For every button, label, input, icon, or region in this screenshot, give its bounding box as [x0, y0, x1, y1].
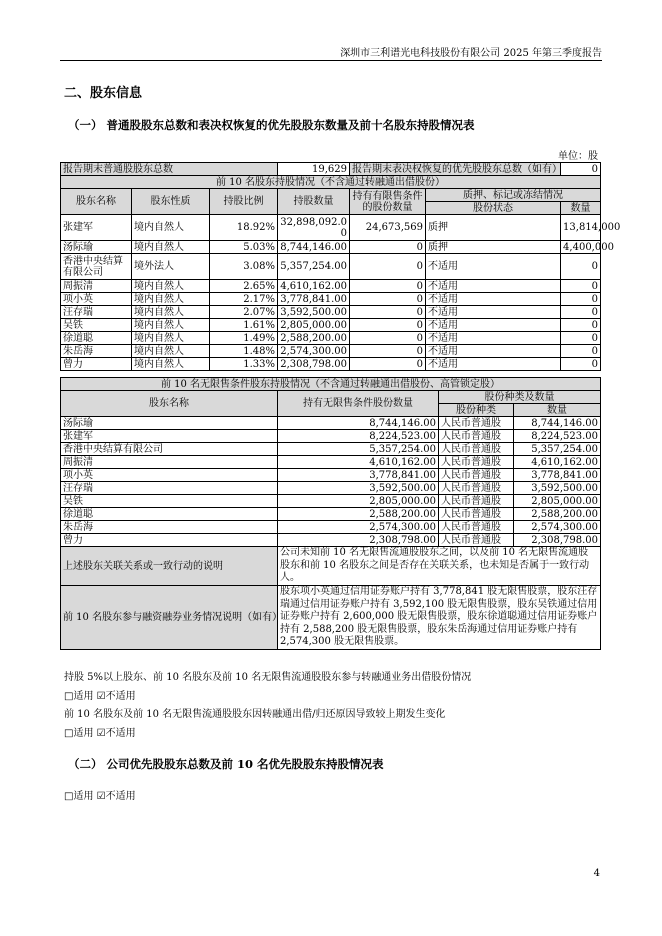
shareholder-name: 汤际瑜	[61, 241, 132, 254]
u-share-type: 人民币普通股	[439, 417, 514, 430]
table-row	[61, 430, 601, 443]
u-unrestricted-qty: 4,610,162.00	[278, 456, 439, 469]
u-share-count: 2,588,200.00	[514, 508, 601, 521]
unit-label: 单位：股	[558, 151, 598, 162]
change-choice	[64, 724, 136, 739]
holding-ratio: 2.17%	[210, 293, 278, 306]
pledge-qty: 13,814,000	[561, 215, 601, 241]
restricted-qty: 0	[350, 332, 426, 345]
pledge-status: 质押	[426, 241, 561, 254]
shareholder-nature: 境内自然人	[132, 332, 210, 345]
not-applicable-checkbox[interactable]: ☑不适用	[96, 691, 136, 702]
u-unrestricted-qty: 8,224,523.00	[278, 430, 439, 443]
u-share-type: 人民币普通股	[439, 482, 514, 495]
common-holders-label: 报告期末普通股股东总数	[61, 163, 278, 176]
col-nature: 股东性质	[132, 189, 210, 215]
pledge-status: 不适用	[426, 345, 561, 358]
table-row	[61, 469, 601, 482]
table-row	[61, 241, 601, 254]
holding-qty: 2,308,798.00	[278, 358, 350, 371]
shareholder-name: 周振清	[61, 280, 132, 293]
table-row	[61, 280, 601, 293]
restricted-qty: 0	[350, 319, 426, 332]
pledge-qty: 0	[561, 332, 601, 345]
u-share-count: 3,778,841.00	[514, 469, 601, 482]
table-row	[61, 456, 601, 469]
shareholder-name: 汪存瑞	[61, 306, 132, 319]
u-unrestricted-qty: 2,588,200.00	[278, 508, 439, 521]
pledge-status: 不适用	[426, 306, 561, 319]
u-share-count: 4,610,162.00	[514, 456, 601, 469]
restricted-qty: 0	[350, 241, 426, 254]
u-share-type: 人民币普通股	[439, 521, 514, 534]
u-share-count: 2,308,798.00	[514, 534, 601, 547]
unrestricted-caption: 前 10 名无限售条件股东持股情况（不含通过转融通出借股份、高管锁定股）	[61, 378, 601, 391]
u-unrestricted-qty: 3,592,500.00	[278, 482, 439, 495]
shareholder-name: 香港中央结算有限公司	[61, 254, 132, 280]
u-share-count: 5,357,254.00	[514, 443, 601, 456]
u-shareholder-name: 香港中央结算有限公司	[61, 443, 278, 456]
section-title: 二、股东信息	[64, 86, 143, 101]
table-row	[61, 495, 601, 508]
change-paragraph: 前 10 名股东及前 10 名无限售流通股股东因转融通出借/归还原因导致较上期发生变化	[64, 709, 446, 720]
restricted-qty: 0	[350, 358, 426, 371]
u-share-type: 人民币普通股	[439, 495, 514, 508]
pledge-status: 不适用	[426, 254, 561, 280]
unrestricted-shareholders-table	[60, 377, 601, 650]
applicable-checkbox[interactable]: □适用	[64, 691, 94, 702]
restricted-qty: 0	[350, 345, 426, 358]
applicable-checkbox[interactable]: □适用	[64, 728, 94, 739]
shareholder-nature: 境内自然人	[132, 215, 210, 241]
u-share-type: 人民币普通股	[439, 456, 514, 469]
holding-qty: 5,357,254.00	[278, 254, 350, 280]
u-share-type: 人民币普通股	[439, 443, 514, 456]
restricted-qty: 0	[350, 280, 426, 293]
u-unrestricted-qty: 2,805,000.00	[278, 495, 439, 508]
table-row	[61, 332, 601, 345]
u-shareholder-name: 吴铁	[61, 495, 278, 508]
pref-choice	[64, 787, 136, 802]
header-divider	[60, 60, 602, 61]
holding-ratio: 1.48%	[210, 345, 278, 358]
table-row	[61, 306, 601, 319]
u-share-count: 8,224,523.00	[514, 430, 601, 443]
shareholder-nature: 境内自然人	[132, 306, 210, 319]
pledge-qty: 0	[561, 358, 601, 371]
pledge-qty: 0	[561, 319, 601, 332]
u-unrestricted-qty: 8,744,146.00	[278, 417, 439, 430]
restricted-qty: 24,673,569	[350, 215, 426, 241]
shareholder-name: 项小英	[61, 293, 132, 306]
holding-ratio: 1.33%	[210, 358, 278, 371]
u-share-count: 3,592,500.00	[514, 482, 601, 495]
top10-shareholders-table	[60, 162, 621, 371]
restricted-qty: 0	[350, 306, 426, 319]
u-shareholder-name: 汤际瑜	[61, 417, 278, 430]
col-pledge-status: 股份状态	[426, 202, 561, 215]
col-qty: 持股数量	[278, 189, 350, 215]
u-share-count: 2,574,300.00	[514, 521, 601, 534]
u-share-count: 8,744,146.00	[514, 417, 601, 430]
related-text: 公司未知前 10 名无限售流通股股东之间，以及前 10 名无限售流通股股东和前 10 名股东之间是否存在关联关系，也未知是否属于一致行动人。	[278, 547, 601, 586]
shareholder-name: 朱岳海	[61, 345, 132, 358]
shareholder-name: 吴铁	[61, 319, 132, 332]
holding-qty: 2,805,000.00	[278, 319, 350, 332]
holding-qty: 2,574,300.00	[278, 345, 350, 358]
pledge-status: 不适用	[426, 293, 561, 306]
u-unrestricted-qty: 3,778,841.00	[278, 469, 439, 482]
u-shareholder-name: 曾力	[61, 534, 278, 547]
holding-ratio: 18.92%	[210, 215, 278, 241]
holding-ratio: 2.65%	[210, 280, 278, 293]
holding-qty: 4,610,162.00	[278, 280, 350, 293]
col-ratio: 持股比例	[210, 189, 278, 215]
holding-qty: 3,592,500.00	[278, 306, 350, 319]
table-row	[61, 482, 601, 495]
table-row	[61, 319, 601, 332]
table-row	[61, 358, 601, 371]
u-unrestricted-qty: 5,357,254.00	[278, 443, 439, 456]
table-row	[61, 254, 601, 280]
page-header: 深圳市三利谱光电科技股份有限公司 2025 年第三季度报告	[340, 48, 602, 59]
u-shareholder-name: 周振清	[61, 456, 278, 469]
table-row	[61, 443, 601, 456]
page-number: 4	[593, 868, 600, 879]
u-col-type-group: 股份种类及数量	[439, 391, 601, 404]
shareholder-nature: 境内自然人	[132, 241, 210, 254]
restricted-qty: 0	[350, 254, 426, 280]
u-share-count: 2,805,000.00	[514, 495, 601, 508]
pref-holders-value: 0	[561, 163, 601, 176]
pledge-qty: 0	[561, 306, 601, 319]
shareholder-name: 徐道聪	[61, 332, 132, 345]
restricted-qty: 0	[350, 293, 426, 306]
holding-qty: 2,588,200.00	[278, 332, 350, 345]
u-col-count: 数量	[514, 404, 601, 417]
pledge-qty: 4,400,000	[561, 241, 601, 254]
margin-label: 前 10 名股东参与融资融券业务情况说明（如有）	[61, 586, 278, 650]
applicable-checkbox[interactable]: □适用	[64, 791, 94, 802]
margin-text: 股东项小英通过信用证券账户持有 3,778,841 股无限售股票，股东汪存瑞通过信用证券账户持有 3,592,100 股无限售股票，股东吴铁通过信用证券账户持有 2,600,000 股无限售股票，股东徐道聪通过信用证券账户持有 2,588,200 股无限售股票，股东朱岳海通过信用证券账户持有 2,574,300 股无限售股票。	[278, 586, 601, 650]
related-label: 上述股东关联关系或一致行动的说明	[61, 547, 278, 586]
u-col-name: 股东名称	[61, 391, 278, 417]
u-shareholder-name: 项小英	[61, 469, 278, 482]
col-pledge-group: 质押、标记或冻结情况	[426, 189, 601, 202]
holding-qty: 3,778,841.00	[278, 293, 350, 306]
lending-paragraph: 持股 5%以上股东、前 10 名股东及前 10 名无限售流通股股东参与转融通业务出借股份情况	[64, 672, 472, 683]
subsection-title-2: （二） 公司优先股股东总数及前 10 名优先股股东持股情况表	[68, 757, 384, 771]
u-shareholder-name: 朱岳海	[61, 521, 278, 534]
not-applicable-checkbox[interactable]: ☑不适用	[96, 791, 136, 802]
table-row	[61, 534, 601, 547]
pledge-qty: 0	[561, 345, 601, 358]
shareholder-nature: 境内自然人	[132, 280, 210, 293]
subsection-title-1: （一） 普通股股东总数和表决权恢复的优先股股东数量及前十名股东持股情况表	[68, 118, 475, 132]
col-restricted: 持有有限售条件的股份数量	[350, 189, 426, 215]
holding-ratio: 5.03%	[210, 241, 278, 254]
holding-ratio: 1.61%	[210, 319, 278, 332]
col-pledge-qty: 数量	[561, 202, 601, 215]
u-unrestricted-qty: 2,574,300.00	[278, 521, 439, 534]
u-col-qty: 持有无限售条件股份数量	[278, 391, 439, 417]
table-row	[61, 345, 601, 358]
table-row	[61, 521, 601, 534]
pledge-status: 不适用	[426, 280, 561, 293]
shareholder-nature: 境外法人	[132, 254, 210, 280]
table-row	[61, 293, 601, 306]
pledge-qty: 0	[561, 280, 601, 293]
common-holders-value: 19,629	[278, 163, 350, 176]
holding-ratio: 3.08%	[210, 254, 278, 280]
u-share-type: 人民币普通股	[439, 469, 514, 482]
lending-choice	[64, 687, 136, 702]
shareholder-name: 曾力	[61, 358, 132, 371]
shareholder-nature: 境内自然人	[132, 345, 210, 358]
u-share-type: 人民币普通股	[439, 430, 514, 443]
col-name: 股东名称	[61, 189, 132, 215]
holding-qty: 8,744,146.00	[278, 241, 350, 254]
table-row	[61, 215, 601, 241]
holding-ratio: 2.07%	[210, 306, 278, 319]
pledge-qty: 0	[561, 254, 601, 280]
u-share-type: 人民币普通股	[439, 508, 514, 521]
not-applicable-checkbox[interactable]: ☑不适用	[96, 728, 136, 739]
table-row	[61, 508, 601, 521]
u-col-type: 股份种类	[439, 404, 514, 417]
table-row	[61, 417, 601, 430]
u-shareholder-name: 汪存瑞	[61, 482, 278, 495]
u-share-type: 人民币普通股	[439, 534, 514, 547]
pledge-status: 不适用	[426, 332, 561, 345]
pledge-status: 质押	[426, 215, 561, 241]
u-shareholder-name: 徐道聪	[61, 508, 278, 521]
shareholder-nature: 境内自然人	[132, 319, 210, 332]
pref-holders-label: 报告期末表决权恢复的优先股股东总数（如有）	[350, 163, 561, 176]
shareholder-name: 张建军	[61, 215, 132, 241]
holding-qty: 32,898,092.00	[278, 215, 350, 241]
u-shareholder-name: 张建军	[61, 430, 278, 443]
u-unrestricted-qty: 2,308,798.00	[278, 534, 439, 547]
shareholder-nature: 境内自然人	[132, 358, 210, 371]
pledge-qty: 0	[561, 293, 601, 306]
shareholder-nature: 境内自然人	[132, 293, 210, 306]
holding-ratio: 1.49%	[210, 332, 278, 345]
top10-caption: 前 10 名股东持股情况（不含通过转融通出借股份）	[61, 176, 601, 189]
pledge-status: 不适用	[426, 319, 561, 332]
pledge-status: 不适用	[426, 358, 561, 371]
